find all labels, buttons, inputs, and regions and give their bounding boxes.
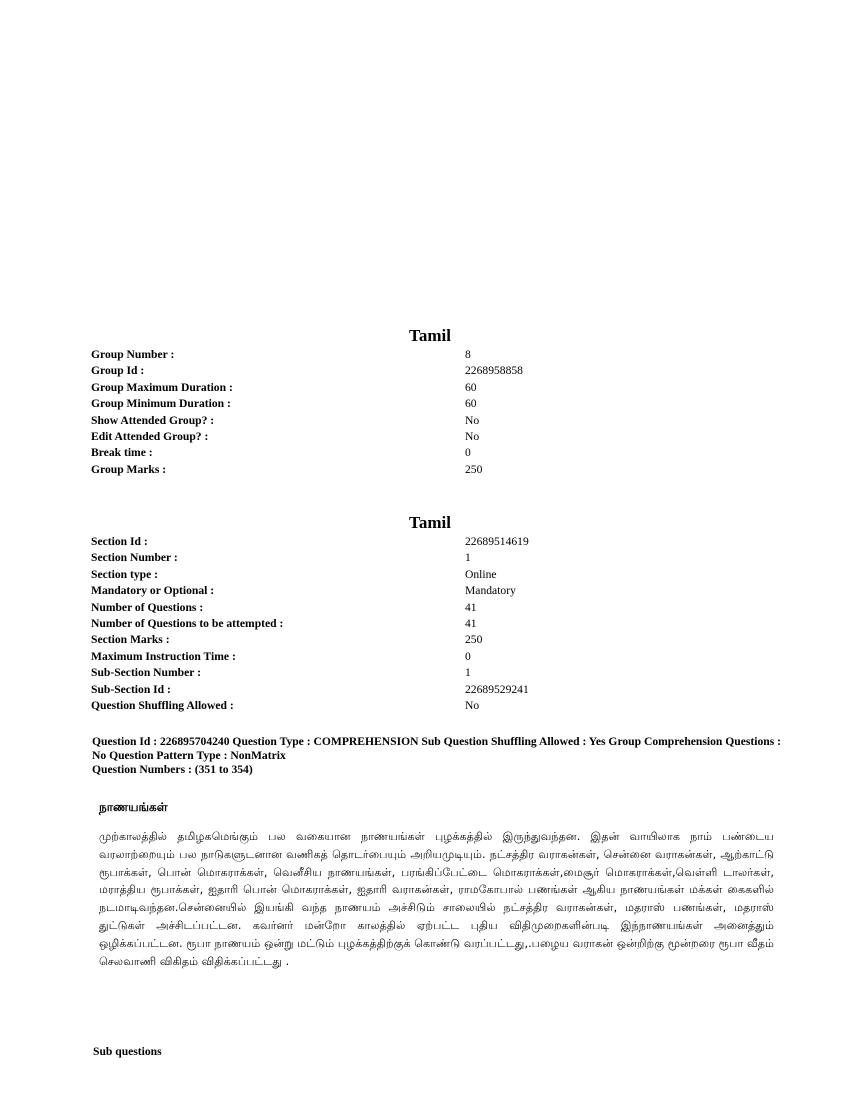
sub-questions-label: Sub questions (93, 1045, 162, 1058)
table-row (91, 567, 791, 583)
row-label: Break time : (91, 446, 153, 460)
row-value: 250 (465, 633, 483, 647)
row-label: Group Id : (91, 364, 145, 378)
table-row (91, 445, 791, 461)
table-row (91, 347, 791, 363)
row-label: Sub-Section Number : (91, 666, 201, 680)
row-label: Section Id : (91, 535, 148, 548)
section-details-table (91, 534, 791, 714)
table-row (91, 413, 791, 429)
question-meta: Question Id : 226895704240 Question Type : COMPREHENSION Sub Question Shuffling Allowed : Yes Group Comprehension Questions : No Question Pattern Type : NonMatrix (92, 735, 781, 762)
row-value: Mandatory (465, 584, 516, 598)
row-label: Edit Attended Group? : (91, 429, 209, 443)
table-row (91, 363, 791, 379)
row-label: Section Marks : (91, 633, 170, 647)
row-value: 22689529241 (465, 682, 529, 696)
row-value: 8 (465, 348, 471, 361)
table-row (91, 682, 791, 698)
row-value: 60 (465, 397, 477, 411)
row-value: 41 (465, 600, 477, 614)
table-row (91, 380, 791, 396)
row-value: 41 (465, 616, 477, 630)
row-value: 0 (465, 446, 471, 460)
row-value: No (465, 429, 480, 443)
row-value: 22689514619 (465, 535, 529, 548)
row-label: Number of Questions to be attempted : (91, 616, 284, 630)
row-label: Show Attended Group? : (91, 413, 215, 427)
row-value: 1 (465, 551, 471, 565)
section-heading: Tamil (409, 513, 451, 532)
row-label: Group Marks : (91, 462, 167, 476)
table-row (91, 583, 791, 599)
table-row (91, 698, 791, 714)
table-row (91, 616, 791, 632)
row-label: Number of Questions : (91, 600, 204, 614)
table-row (91, 462, 791, 478)
row-value: 1 (465, 666, 471, 680)
row-value: Online (465, 567, 497, 581)
passage-body: முற்காலத்தில் தமிழகமெங்கும் பல வகையான நாணயங்கள் புழக்கத்தில் இருந்துவந்தன. இதன் வாயிலாக நாம் பண்டைய வரலாற்றையும் பல நாடுகளுடனான வணிகத் தொடர்பையும் அறியமுடியும். நட்சத்திர வராகன்கள், சென்னை வராகன்கள், ஆற்காட்டு ரூபாக்கள், பொன் மொகராக்கள், வெனீசிய நாணயங்கள், பரங்கிப்பேட்டை மொகராக்கள்,மைசூர் மொகராக்கள்,வெள்ளி டாலர்கள், மராத்திய ரூபாக்கள், ஐதாரி பொன் மொகராக்கள், ஐதாரி வராகன்கள், ராமகோபால் பணங்கள் ஆகிய நாணயங்கள் மக்கள் கைகளில் நடமாடிவந்தன.சென்னையில் இயங்கி வந்த நாணயம் அச்சிடும் சாலையில் நட்சத்திர வராகன்கள், மதராஸ் பணங்கள், மதராஸ் துட்டுகள் அச்சிடப்பட்டன. கவர்னர் மன்றோ காலத்தில் ஏற்பட்ட புதிய விதிமுறைகளின்படி இந்நாணயங்கள் அனைத்தும் ஒழிக்கப்பட்டன. ரூபா நாணயம் ஒன்று மட்டும் புழக்கத்திற்குக் கொண்டு வரப்பட்டது,.பழைய வராகன் ஒன்றிற்கு மூன்றரை ரூபா வீதம் செலவாணி விகிதம் விதிக்கப்பட்டது . (99, 830, 774, 968)
table-row (91, 429, 791, 445)
table-row (91, 396, 791, 412)
row-label: Question Shuffling Allowed : (91, 698, 234, 712)
passage-title: நாணயங்கள் (99, 800, 168, 814)
table-row (91, 632, 791, 648)
table-row (91, 600, 791, 616)
row-label: Mandatory or Optional : (91, 584, 215, 598)
group-details-table (91, 347, 791, 478)
row-label: Group Number : (91, 348, 175, 361)
row-label: Group Minimum Duration : (91, 397, 231, 411)
question-numbers: Question Numbers : (351 to 354) (92, 763, 253, 776)
row-label: Section type : (91, 567, 158, 581)
row-label: Sub-Section Id : (91, 682, 171, 696)
row-value: 60 (465, 380, 477, 394)
table-row (91, 550, 791, 566)
table-row (91, 534, 791, 550)
row-value: No (465, 413, 480, 427)
question-info (92, 735, 782, 777)
table-row (91, 665, 791, 681)
row-value: No (465, 698, 480, 712)
group-heading: Tamil (409, 326, 451, 345)
row-value: 250 (465, 462, 483, 476)
row-label: Group Maximum Duration : (91, 380, 233, 394)
row-label: Maximum Instruction Time : (91, 649, 236, 663)
row-label: Section Number : (91, 551, 178, 565)
table-row (91, 649, 791, 665)
row-value: 2268958858 (465, 364, 523, 378)
row-value: 0 (465, 649, 471, 663)
